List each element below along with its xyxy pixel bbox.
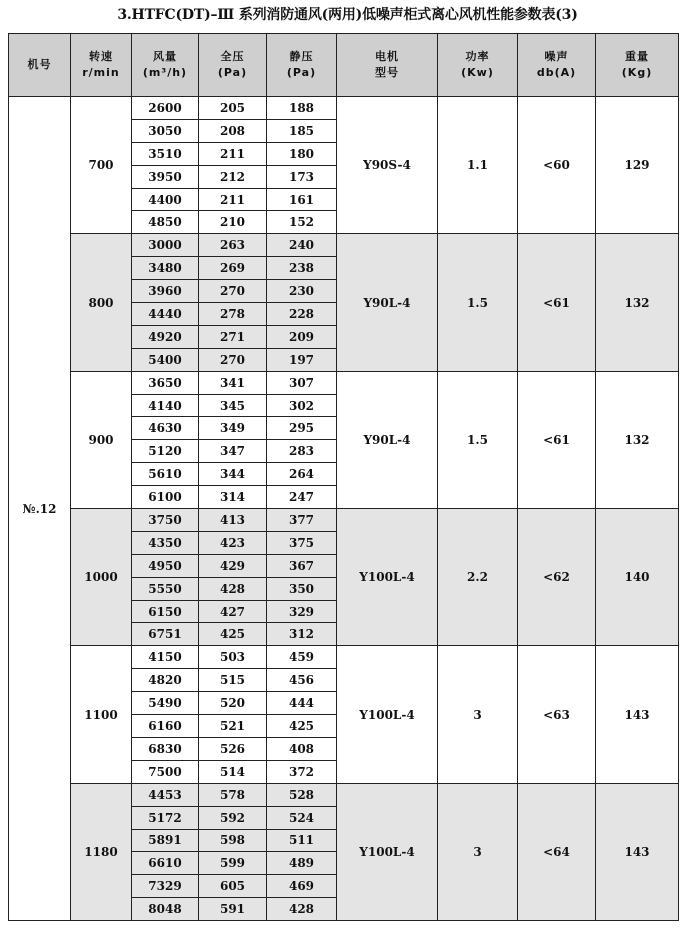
noise-cell: <63	[518, 646, 596, 783]
static-pressure-cell: 511	[267, 829, 337, 852]
airflow-cell: 3960	[132, 280, 199, 303]
motor-model-cell: Y90L-4	[337, 234, 438, 371]
motor-model-cell: Y100L-4	[337, 646, 438, 783]
speed-cell: 1100	[71, 646, 132, 783]
static-pressure-cell: 428	[267, 898, 337, 921]
weight-cell: 132	[596, 371, 679, 508]
total-pressure-cell: 591	[199, 898, 267, 921]
total-pressure-cell: 208	[199, 119, 267, 142]
static-pressure-cell: 524	[267, 806, 337, 829]
total-pressure-cell: 270	[199, 280, 267, 303]
airflow-cell: 6160	[132, 715, 199, 738]
noise-cell: <62	[518, 509, 596, 646]
header-power	[438, 34, 518, 97]
table-body	[9, 97, 679, 921]
static-pressure-cell: 228	[267, 303, 337, 326]
total-pressure-cell: 599	[199, 852, 267, 875]
table-header	[9, 34, 679, 97]
airflow-cell: 5550	[132, 577, 199, 600]
static-pressure-cell: 307	[267, 371, 337, 394]
total-pressure-cell: 425	[199, 623, 267, 646]
static-pressure-cell: 375	[267, 531, 337, 554]
airflow-cell: 5120	[132, 440, 199, 463]
airflow-cell: 7329	[132, 875, 199, 898]
power-cell: 3	[438, 783, 518, 920]
page-title: 3.HTFC(DT)–Ⅲ 系列消防通风(两用)低噪声柜式离心风机性能参数表(3)	[117, 7, 578, 23]
speed-cell: 700	[71, 97, 132, 234]
static-pressure-cell: 489	[267, 852, 337, 875]
header-static-pressure	[267, 34, 337, 97]
header-unit: (Kw)	[461, 66, 494, 79]
motor-model-cell: Y100L-4	[337, 509, 438, 646]
static-pressure-cell: 367	[267, 554, 337, 577]
power-cell: 1.1	[438, 97, 518, 234]
total-pressure-cell: 605	[199, 875, 267, 898]
airflow-cell: 3750	[132, 509, 199, 532]
airflow-cell: 6610	[132, 852, 199, 875]
airflow-cell: 7500	[132, 760, 199, 783]
total-pressure-cell: 592	[199, 806, 267, 829]
header-label: 功率	[465, 50, 490, 63]
table-row	[9, 97, 679, 120]
header-airflow	[132, 34, 199, 97]
static-pressure-cell: 350	[267, 577, 337, 600]
airflow-cell: 8048	[132, 898, 199, 921]
noise-cell: <61	[518, 371, 596, 508]
total-pressure-cell: 211	[199, 142, 267, 165]
airflow-cell: 5891	[132, 829, 199, 852]
header-row	[9, 34, 679, 97]
total-pressure-cell: 210	[199, 211, 267, 234]
static-pressure-cell: 444	[267, 692, 337, 715]
static-pressure-cell: 372	[267, 760, 337, 783]
static-pressure-cell: 408	[267, 737, 337, 760]
total-pressure-cell: 211	[199, 188, 267, 211]
table-row	[9, 509, 679, 532]
header-unit: (Kg)	[621, 66, 653, 79]
static-pressure-cell: 152	[267, 211, 337, 234]
total-pressure-cell: 429	[199, 554, 267, 577]
airflow-cell: 6751	[132, 623, 199, 646]
power-cell: 2.2	[438, 509, 518, 646]
static-pressure-cell: 283	[267, 440, 337, 463]
static-pressure-cell: 238	[267, 257, 337, 280]
noise-cell: <64	[518, 783, 596, 920]
total-pressure-cell: 503	[199, 646, 267, 669]
static-pressure-cell: 302	[267, 394, 337, 417]
header-label: 静压	[289, 50, 314, 63]
static-pressure-cell: 425	[267, 715, 337, 738]
total-pressure-cell: 349	[199, 417, 267, 440]
header-label: 机号	[27, 58, 52, 71]
total-pressure-cell: 314	[199, 486, 267, 509]
motor-model-cell: Y100L-4	[337, 783, 438, 920]
airflow-cell: 5610	[132, 463, 199, 486]
static-pressure-cell: 240	[267, 234, 337, 257]
table-row	[9, 783, 679, 806]
airflow-cell: 6150	[132, 600, 199, 623]
noise-cell: <60	[518, 97, 596, 234]
weight-cell: 143	[596, 646, 679, 783]
header-noise	[518, 34, 596, 97]
total-pressure-cell: 598	[199, 829, 267, 852]
airflow-cell: 4140	[132, 394, 199, 417]
static-pressure-cell: 180	[267, 142, 337, 165]
airflow-cell: 3480	[132, 257, 199, 280]
static-pressure-cell: 295	[267, 417, 337, 440]
airflow-cell: 4440	[132, 303, 199, 326]
total-pressure-cell: 270	[199, 348, 267, 371]
airflow-cell: 5172	[132, 806, 199, 829]
header-unit: r/min	[82, 66, 120, 79]
power-cell: 1.5	[438, 234, 518, 371]
airflow-cell: 4350	[132, 531, 199, 554]
header-unit: (Pa)	[217, 66, 248, 79]
static-pressure-cell: 469	[267, 875, 337, 898]
airflow-cell: 4630	[132, 417, 199, 440]
header-label: 转速	[89, 50, 113, 63]
total-pressure-cell: 423	[199, 531, 267, 554]
airflow-cell: 4150	[132, 646, 199, 669]
table-row	[9, 646, 679, 669]
model-number-cell: №.12	[9, 97, 71, 921]
total-pressure-cell: 344	[199, 463, 267, 486]
header-label: 全压	[220, 50, 245, 63]
airflow-cell: 3650	[132, 371, 199, 394]
header-model-no	[9, 34, 71, 97]
static-pressure-cell: 173	[267, 165, 337, 188]
speed-cell: 900	[71, 371, 132, 508]
static-pressure-cell: 329	[267, 600, 337, 623]
static-pressure-cell: 312	[267, 623, 337, 646]
header-unit: (m³/h)	[142, 66, 188, 79]
noise-cell: <61	[518, 234, 596, 371]
total-pressure-cell: 514	[199, 760, 267, 783]
speed-cell: 1180	[71, 783, 132, 920]
table-row	[9, 234, 679, 257]
total-pressure-cell: 428	[199, 577, 267, 600]
total-pressure-cell: 269	[199, 257, 267, 280]
table-row	[9, 371, 679, 394]
power-cell: 1.5	[438, 371, 518, 508]
airflow-cell: 4820	[132, 669, 199, 692]
static-pressure-cell: 185	[267, 119, 337, 142]
airflow-cell: 3510	[132, 142, 199, 165]
static-pressure-cell: 528	[267, 783, 337, 806]
header-unit: (Pa)	[286, 66, 317, 79]
weight-cell: 132	[596, 234, 679, 371]
total-pressure-cell: 520	[199, 692, 267, 715]
weight-cell: 143	[596, 783, 679, 920]
airflow-cell: 3050	[132, 119, 199, 142]
static-pressure-cell: 456	[267, 669, 337, 692]
total-pressure-cell: 413	[199, 509, 267, 532]
static-pressure-cell: 459	[267, 646, 337, 669]
header-speed	[71, 34, 132, 97]
speed-cell: 800	[71, 234, 132, 371]
motor-model-cell: Y90L-4	[337, 371, 438, 508]
airflow-cell: 4950	[132, 554, 199, 577]
airflow-cell: 4400	[132, 188, 199, 211]
header-label: 重量	[625, 50, 649, 63]
total-pressure-cell: 205	[199, 97, 267, 120]
airflow-cell: 5490	[132, 692, 199, 715]
airflow-cell: 4850	[132, 211, 199, 234]
header-unit: 型号	[375, 66, 399, 79]
total-pressure-cell: 263	[199, 234, 267, 257]
static-pressure-cell: 197	[267, 348, 337, 371]
static-pressure-cell: 247	[267, 486, 337, 509]
header-label: 电机	[375, 50, 399, 63]
total-pressure-cell: 526	[199, 737, 267, 760]
static-pressure-cell: 188	[267, 97, 337, 120]
weight-cell: 129	[596, 97, 679, 234]
header-label: 噪声	[544, 50, 569, 63]
airflow-cell: 6100	[132, 486, 199, 509]
airflow-cell: 4453	[132, 783, 199, 806]
total-pressure-cell: 515	[199, 669, 267, 692]
header-weight	[596, 34, 679, 97]
airflow-cell: 2600	[132, 97, 199, 120]
total-pressure-cell: 271	[199, 325, 267, 348]
power-cell: 3	[438, 646, 518, 783]
performance-table	[8, 33, 679, 921]
static-pressure-cell: 230	[267, 280, 337, 303]
static-pressure-cell: 209	[267, 325, 337, 348]
total-pressure-cell: 521	[199, 715, 267, 738]
total-pressure-cell: 347	[199, 440, 267, 463]
total-pressure-cell: 212	[199, 165, 267, 188]
header-unit: db(A)	[536, 66, 577, 79]
motor-model-cell: Y90S-4	[337, 97, 438, 234]
header-total-pressure	[199, 34, 267, 97]
weight-cell: 140	[596, 509, 679, 646]
airflow-cell: 6830	[132, 737, 199, 760]
static-pressure-cell: 377	[267, 509, 337, 532]
header-label: 风量	[153, 50, 177, 63]
total-pressure-cell: 341	[199, 371, 267, 394]
static-pressure-cell: 161	[267, 188, 337, 211]
airflow-cell: 4920	[132, 325, 199, 348]
total-pressure-cell: 345	[199, 394, 267, 417]
total-pressure-cell: 578	[199, 783, 267, 806]
airflow-cell: 5400	[132, 348, 199, 371]
static-pressure-cell: 264	[267, 463, 337, 486]
airflow-cell: 3000	[132, 234, 199, 257]
total-pressure-cell: 278	[199, 303, 267, 326]
airflow-cell: 3950	[132, 165, 199, 188]
total-pressure-cell: 427	[199, 600, 267, 623]
speed-cell: 1000	[71, 509, 132, 646]
header-motor-model	[337, 34, 438, 97]
